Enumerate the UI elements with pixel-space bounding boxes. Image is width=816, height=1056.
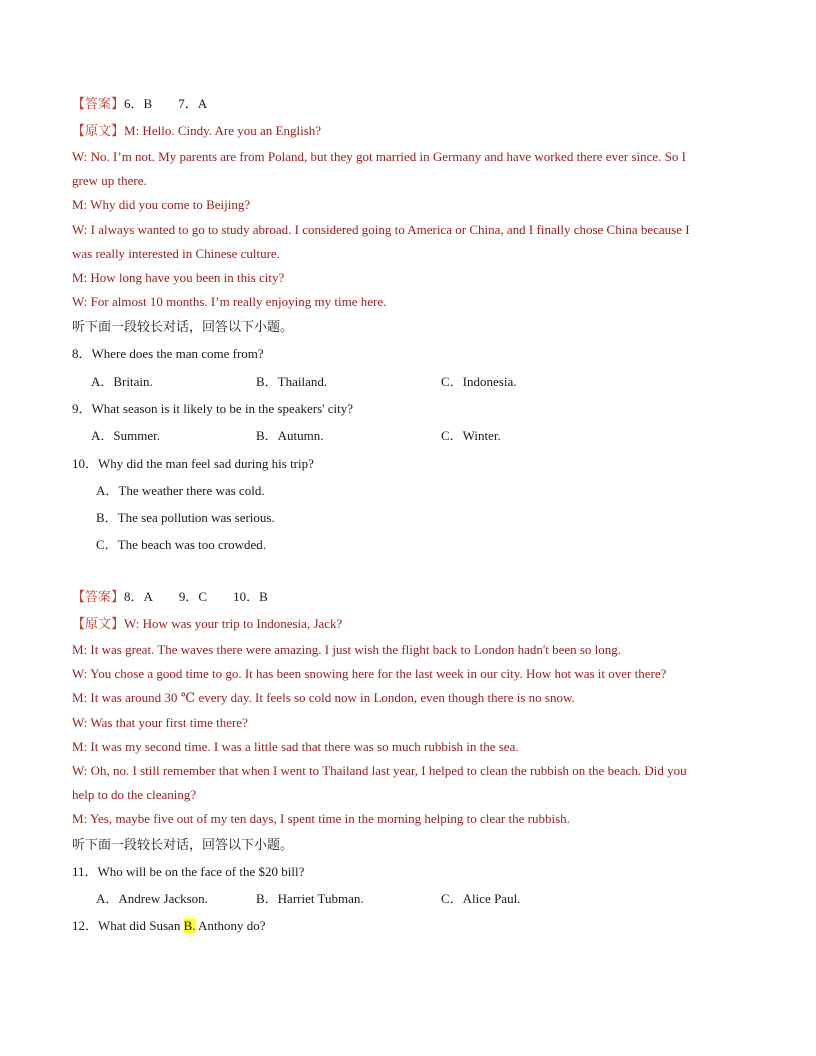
transcript-text: W: I always wanted to go to study abroad. I considered going to America or China, and I finally chose China because I <box>72 222 690 237</box>
transcript-line <box>72 615 342 633</box>
transcript-text: M: Why did you come to Beijing? <box>72 197 251 212</box>
transcript-tag: 【原文】 <box>72 123 125 138</box>
instruction: 听下面一段较长对话，回答以下小题。 <box>72 319 294 334</box>
transcript-text: M: It was my second time. I was a little sad that there was so much rubbish in the sea. <box>72 739 519 754</box>
answer-7: 7．A <box>178 96 208 111</box>
answer-10: 10．B <box>233 589 268 604</box>
option-b: B．The sea pollution was serious. <box>96 510 275 525</box>
transcript-text: M: How long have you been in this city? <box>72 270 285 285</box>
highlighted-text: B. <box>183 918 196 933</box>
transcript-text: M: Yes, maybe five out of my ten days, I spent time in the morning helping to clear the rubbish. <box>72 811 570 826</box>
transcript-text: grew up there. <box>72 173 147 188</box>
answer-6: 6．B <box>124 96 153 111</box>
option-c: C．Indonesia. <box>441 374 517 389</box>
option-c: C．Alice Paul. <box>441 891 521 906</box>
answer-tag: 【答案】 <box>72 96 125 111</box>
answer-line-1 <box>72 95 207 113</box>
transcript-line <box>72 122 321 140</box>
transcript-text: W: You chose a good time to go. It has been snowing here for the last week in our city. How hot was it over there? <box>72 666 667 681</box>
option-c: C．Winter. <box>441 428 501 443</box>
option-b: B．Thailand. <box>256 374 328 389</box>
transcript-tag: 【原文】 <box>72 616 125 631</box>
question-stem-text: Anthony do? <box>195 918 266 933</box>
question-stem: 8．Where does the man come from? <box>72 346 264 361</box>
transcript-text: M: It was around 30 ℃ every day. It feels so cold now in London, even though there is no snow. <box>72 690 575 705</box>
answer-9: 9．C <box>178 589 208 604</box>
transcript-text: W: For almost 10 months. I’m really enjoying my time here. <box>72 294 387 309</box>
question-stem <box>72 917 266 935</box>
answer-8: 8．A <box>124 589 153 604</box>
transcript-text: W: Oh, no. I still remember that when I went to Thailand last year, I helped to clean the rubbish on the beach. Did you <box>72 763 687 778</box>
answer-tag: 【答案】 <box>72 589 125 604</box>
option-b: B．Harriet Tubman. <box>256 891 364 906</box>
option-b: B．Autumn. <box>256 428 324 443</box>
option-a: A．Summer. <box>91 428 160 443</box>
transcript-text: W: Was that your first time there? <box>72 715 248 730</box>
option-a: A．Andrew Jackson. <box>96 891 208 906</box>
question-stem: 9．What season is it likely to be in the speakers' city? <box>72 401 354 416</box>
transcript-text: W: How was your trip to Indonesia, Jack? <box>124 616 343 631</box>
question-stem-text: 12．What did Susan <box>72 918 184 933</box>
transcript-text: W: No. I’m not. My parents are from Poland, but they got married in Germany and have worked there ever since. So I <box>72 149 686 164</box>
option-a: A．Britain. <box>91 374 153 389</box>
transcript-text: M: It was great. The waves there were amazing. I just wish the flight back to London hadn't been so long. <box>72 642 622 657</box>
option-c: C．The beach was too crowded. <box>96 537 267 552</box>
answer-line-2 <box>72 588 268 606</box>
transcript-text: M: Hello. Cindy. Are you an English? <box>124 123 322 138</box>
transcript-text: was really interested in Chinese culture. <box>72 246 280 261</box>
question-stem: 10．Why did the man feel sad during his trip? <box>72 456 314 471</box>
instruction: 听下面一段较长对话，回答以下小题。 <box>72 837 294 852</box>
option-a: A．The weather there was cold. <box>96 483 265 498</box>
transcript-text: help to do the cleaning? <box>72 787 197 802</box>
question-stem: 11．Who will be on the face of the $20 bill? <box>72 864 305 879</box>
